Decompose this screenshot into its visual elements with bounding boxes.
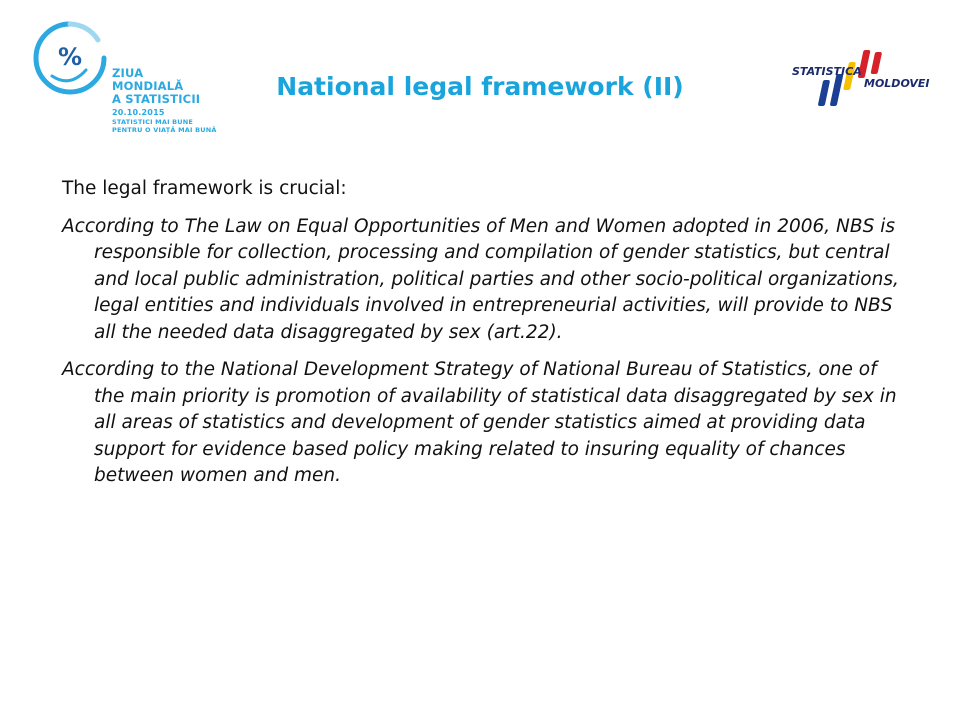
page-title: National legal framework (II) [276,72,684,101]
logo-line-3: A STATISTICII [112,92,201,106]
paragraph-equal-opportunities-law: According to The Law on Equal Opportunities of Men and Women adopted in 2006, NBS is responsible for collection, processing and compilation of gender statistics, but central and local public administration, political parties and other socio-political organizations, legal entities and individuals involved in entrepreneurial activities, will provide to NBS all the needed data disaggregated by sex (art.22). [62,215,899,343]
logo-line-1: ZIUA [112,66,144,80]
logo-slogan-2: PENTRU O VIAȚĂ MAI BUNĂ [112,126,217,134]
logo-slogan-1: STATISTICI MAI BUNE [112,118,194,126]
lead-paragraph: The legal framework is crucial: [62,178,347,199]
statistica-moldovei-logo [790,48,930,110]
logo-statistica-text: STATISTICA [792,65,862,78]
logo-line-2: MONDIALĂ [112,79,184,93]
paragraph-development-strategy: According to the National Development Strategy of National Bureau of Statistics, one of the main priority is promotion of availability of statistical data disaggregated by sex in all areas of statistics and development of gender statistics aimed at providing data support for evidence based policy making related to insuring equality of chances between women and men. [62,359,897,486]
logo-moldovei-text: MOLDOVEI [864,77,930,90]
svg-text:%: % [57,43,83,71]
logo-date: 20.10.2015 [112,108,165,117]
content-body [62,176,902,501]
